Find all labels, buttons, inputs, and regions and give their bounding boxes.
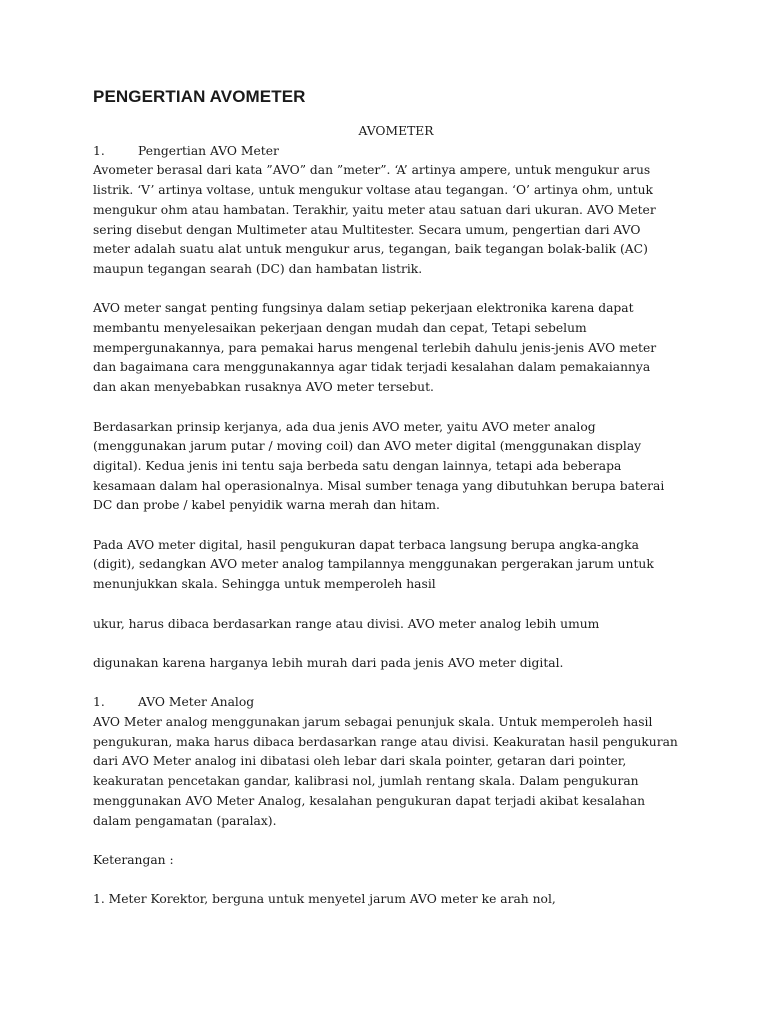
text-line: dalam pengamatan (paralax). [93, 813, 277, 828]
section-number: 1. [93, 143, 105, 158]
text-line: listrik. ‘V’ artinya voltase, untuk mengukur voltase atau tegangan. ‘O’ artinya ohm, untuk [93, 183, 653, 198]
paragraph-spacer [93, 634, 693, 654]
section-heading-text: Pengertian AVO Meter [138, 143, 279, 158]
paragraph-range [93, 615, 693, 635]
text-line: (menggunakan jarum putar / moving coil) dan AVO meter digital (menggunakan display [93, 439, 642, 454]
text-line: digital). Kedua jenis ini tentu saja berbeda satu dengan lainnya, tetapi ada beberapa [93, 458, 622, 473]
text-line: digunakan karena harganya lebih murah dari pada jenis AVO meter digital. [93, 655, 564, 670]
text-line: ukur, harus dibaca berdasarkan range atau divisi. AVO meter analog lebih umum [93, 616, 600, 631]
text-line: Berdasarkan prinsip kerjanya, ada dua jenis AVO meter, yaitu AVO meter analog [93, 419, 596, 434]
text-line: AVO Meter analog menggunakan jarum sebagai penunjuk skala. Untuk memperoleh hasil [93, 715, 653, 729]
document-subtitle: AVOMETER [358, 124, 434, 138]
text-line: AVO meter sangat penting fungsinya dalam setiap pekerjaan elektronika karena dapat [93, 301, 634, 316]
paragraph-price [93, 654, 693, 674]
text-line: Avometer berasal dari kata ”AVO” dan ”meter”. ‘A’ artinya ampere, untuk mengukur arus [93, 163, 651, 178]
text-line: dan bagaimana cara menggunakannya agar tidak terjadi kesalahan dalam pemakaiannya [93, 360, 651, 375]
keterangan-label: Keterangan : [93, 852, 174, 867]
text-line: dari AVO Meter analog ini dibatasi oleh lebar dari skala pointer, getaran dari pointer, [93, 754, 627, 769]
paragraph-spacer [93, 398, 693, 418]
text-line: menunjukkan skala. Sehingga untuk memperoleh hasil [93, 577, 436, 592]
paragraph-spacer [93, 871, 693, 891]
text-line: mengukur ohm atau hambatan. Terakhir, yaitu meter atau satuan dari ukuran. AVO Meter [93, 202, 656, 217]
text-line: (digit), sedangkan AVO meter analog tampilannya menggunakan pergerakan jarum untuk [93, 557, 654, 572]
paragraph-spacer [93, 831, 693, 851]
paragraph-spacer [93, 280, 693, 300]
text-line: kesamaan dalam hal operasionalnya. Misal sumber tenaga yang dibutuhkan berupa baterai [93, 478, 665, 493]
paragraph-importance [93, 299, 693, 398]
text-line: maupun tegangan searah (DC) dan hambatan listrik. [93, 261, 423, 276]
section-heading-pengertian [93, 142, 693, 162]
paragraph-definition [93, 161, 693, 279]
list-item: 1. Meter Korektor, berguna untuk menyetel jarum AVO meter ke arah nol, [93, 892, 556, 907]
text-line: membantu menyelesaikan pekerjaan dengan mudah dan cepat, Tetapi sebelum [93, 321, 587, 336]
text-line: keakuratan pencetakan gandar, kalibrasi nol, jumlah rentang skala. Dalam pengukuran [93, 774, 639, 789]
document-body [93, 122, 693, 910]
paragraph-analog [93, 713, 693, 831]
paragraph-types [93, 418, 693, 517]
text-line: Pada AVO meter digital, hasil pengukuran dapat terbaca langsung berupa angka-angka [93, 537, 639, 552]
paragraph-spacer [93, 674, 693, 694]
paragraph-digital [93, 536, 693, 595]
paragraph-spacer [93, 595, 693, 615]
text-line: DC dan probe / kabel penyidik warna merah dan hitam. [93, 498, 440, 513]
paragraph-spacer [93, 516, 693, 536]
text-line: meter adalah suatu alat untuk mengukur arus, tegangan, baik tegangan bolak-balik (AC) [93, 242, 648, 257]
text-line: sering disebut dengan Multimeter atau Multitester. Secara umum, pengertian dari AVO [93, 222, 641, 237]
text-line: dan akan menyebabkan rusaknya AVO meter tersebut. [93, 380, 434, 395]
section-number: 1. [93, 695, 105, 710]
section-heading-analog [93, 693, 693, 713]
text-line: menggunakan AVO Meter Analog, kesalahan pengukuran dapat terjadi akibat kesalahan [93, 793, 646, 808]
document-title: PENGERTIAN AVOMETER [93, 87, 306, 106]
text-line: pengukuran, maka harus dibaca berdasarkan range atau divisi. Keakuratan hasil pengukuran [93, 734, 678, 749]
text-line: mempergunakannya, para pemakai harus mengenal terlebih dahulu jenis-jenis AVO meter [93, 340, 657, 355]
section-heading-text: AVO Meter Analog [138, 695, 255, 710]
